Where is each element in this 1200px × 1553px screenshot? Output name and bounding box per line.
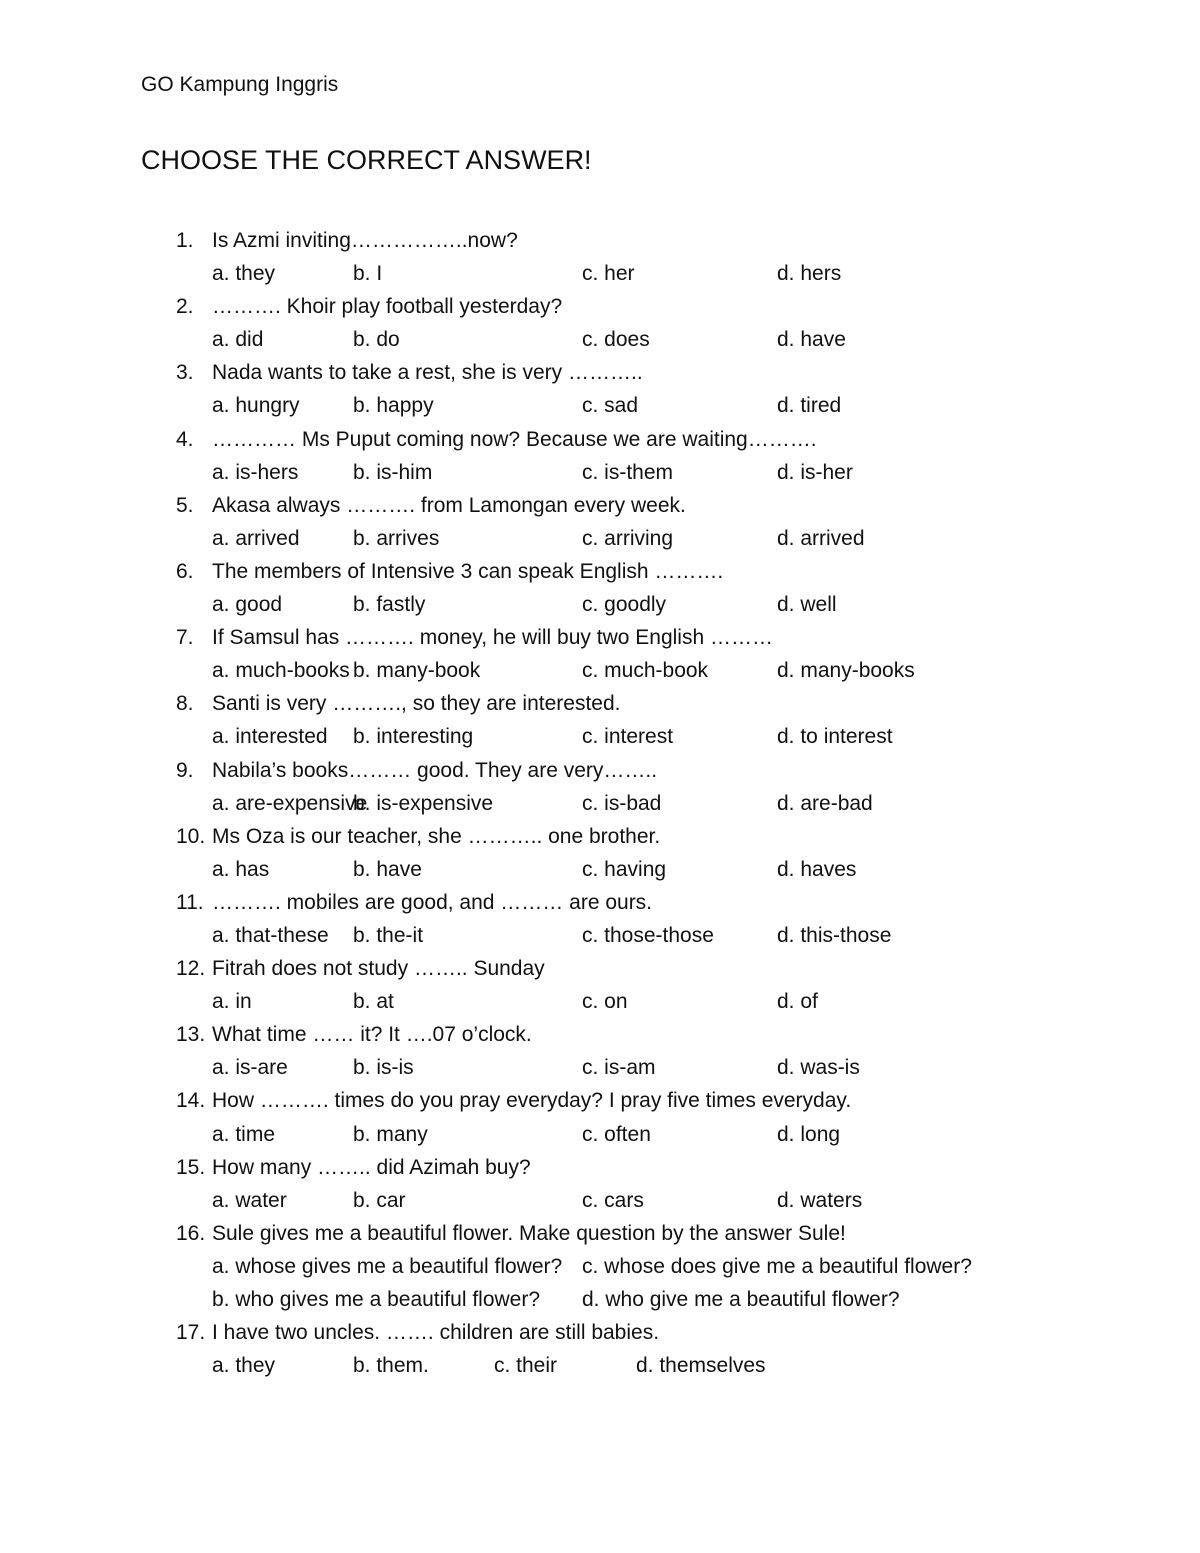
option-d: d. well xyxy=(777,593,837,617)
question-number: 3. xyxy=(176,361,194,385)
question-item xyxy=(0,224,1200,290)
option-a: a. did xyxy=(212,328,264,352)
options-line xyxy=(0,1349,1200,1382)
option-b: b. many xyxy=(353,1122,428,1146)
question-line xyxy=(0,820,1200,853)
option-a: a. they xyxy=(212,1354,276,1378)
question-item xyxy=(0,820,1200,886)
options-line xyxy=(0,1118,1200,1151)
option-c: c. often xyxy=(582,1122,651,1146)
question-text: Fitrah does not study …….. Sunday xyxy=(212,957,545,981)
option-d: d. is-her xyxy=(777,460,853,484)
question-line xyxy=(0,1151,1200,1184)
option-c: c. interest xyxy=(582,725,674,749)
option-d: d. waters xyxy=(777,1188,863,1212)
question-item xyxy=(0,356,1200,422)
option-b: b. car xyxy=(353,1188,406,1212)
option-b: b. many-book xyxy=(353,659,481,683)
question-number: 14. xyxy=(176,1089,206,1113)
option-c: c. cars xyxy=(582,1188,644,1212)
option-c: c. is-bad xyxy=(582,791,662,815)
options-line xyxy=(0,654,1200,687)
option-c: c. does xyxy=(582,328,650,352)
question-text: Nada wants to take a rest, she is very ……….. xyxy=(212,361,643,385)
question-number: 2. xyxy=(176,295,194,319)
option-c: c. is-them xyxy=(582,460,674,484)
question-line xyxy=(0,952,1200,985)
option-b: b. have xyxy=(353,857,422,881)
question-text: ………… Ms Puput coming now? Because we are waiting………. xyxy=(212,427,817,451)
option-a: a. arrived xyxy=(212,526,300,550)
option-d: d. themselves xyxy=(636,1354,766,1378)
question-line xyxy=(0,754,1200,787)
options-line xyxy=(0,720,1200,753)
question-text: Nabila’s books……… good. They are very…….. xyxy=(212,758,658,782)
question-item xyxy=(0,1151,1200,1217)
question-number: 10. xyxy=(176,824,206,848)
question-item xyxy=(0,886,1200,952)
question-item xyxy=(0,489,1200,555)
option-a: a. whose gives me a beautiful flower? xyxy=(212,1254,563,1278)
option-d: d. this-those xyxy=(777,923,892,947)
question-item xyxy=(0,1316,1200,1382)
question-number: 13. xyxy=(176,1023,206,1047)
question-number: 12. xyxy=(176,957,206,981)
question-line xyxy=(0,1217,1200,1250)
question-text: If Samsul has ………. money, he will buy two English ……… xyxy=(212,626,773,650)
option-d: d. who give me a beautiful flower? xyxy=(582,1288,900,1311)
option-a: a. good xyxy=(212,593,283,617)
question-line xyxy=(0,886,1200,919)
question-text: Akasa always ………. from Lamongan every week. xyxy=(212,493,686,517)
option-a: a. in xyxy=(212,990,252,1014)
question-item xyxy=(0,1084,1200,1150)
option-a: a. time xyxy=(212,1122,276,1146)
option-d: d. are-bad xyxy=(777,791,873,815)
question-number: 17. xyxy=(176,1321,206,1345)
option-b: b. arrives xyxy=(353,526,440,550)
question-number: 11. xyxy=(176,890,204,914)
option-b: b. happy xyxy=(353,394,434,418)
options-line xyxy=(0,389,1200,422)
option-c: c. her xyxy=(582,262,635,286)
option-a: a. they xyxy=(212,262,276,286)
question-line xyxy=(0,423,1200,456)
question-line xyxy=(0,1018,1200,1051)
question-text: How ………. times do you pray everyday? I pray five times everyday. xyxy=(212,1089,852,1113)
question-item xyxy=(0,754,1200,820)
question-number: 8. xyxy=(176,692,194,716)
question-item xyxy=(0,687,1200,753)
option-d: d. arrived xyxy=(777,526,865,550)
option-b: b. is-expensive xyxy=(353,791,494,815)
question-item xyxy=(0,621,1200,687)
question-number: 5. xyxy=(176,493,194,517)
options-line xyxy=(0,257,1200,290)
option-b: b. do xyxy=(353,328,400,352)
option-b: b. I xyxy=(353,262,383,286)
options-line xyxy=(0,787,1200,820)
option-d: d. tired xyxy=(777,394,842,418)
question-text: Is Azmi inviting……………..now? xyxy=(212,229,518,252)
options-line xyxy=(0,522,1200,555)
question-text: Sule gives me a beautiful flower. Make question by the answer Sule! xyxy=(212,1221,846,1245)
question-line xyxy=(0,555,1200,588)
option-a: a. interested xyxy=(212,725,328,749)
question-item xyxy=(0,555,1200,621)
options-line xyxy=(0,1283,1200,1316)
option-d: d. to interest xyxy=(777,725,893,749)
options-line xyxy=(0,1051,1200,1084)
option-d: d. have xyxy=(777,328,846,352)
options-line xyxy=(0,323,1200,356)
option-d: d. many-books xyxy=(777,659,915,683)
question-number: 6. xyxy=(176,559,194,583)
option-c: c. arriving xyxy=(582,526,674,550)
option-a: a. water xyxy=(212,1188,287,1212)
option-c: c. whose does give me a beautiful flower? xyxy=(582,1254,972,1278)
question-line xyxy=(0,1084,1200,1117)
question-text: Santi is very ………., so they are interested. xyxy=(212,692,621,716)
options-line xyxy=(0,1250,1200,1283)
question-line xyxy=(0,356,1200,389)
question-line xyxy=(0,290,1200,323)
option-b: b. who gives me a beautiful flower? xyxy=(212,1288,541,1311)
option-c: c. those-those xyxy=(582,923,714,947)
option-c: c. much-book xyxy=(582,659,709,683)
option-c: c. on xyxy=(582,990,628,1014)
question-item xyxy=(0,1217,1200,1316)
option-d: d. hers xyxy=(777,262,842,286)
option-a: a. is-hers xyxy=(212,460,299,484)
option-a: a. much-books xyxy=(212,659,350,683)
question-item xyxy=(0,1018,1200,1084)
option-d: d. haves xyxy=(777,857,857,881)
page-title: CHOOSE THE CORRECT ANSWER! xyxy=(141,145,592,175)
option-b: b. fastly xyxy=(353,593,426,617)
option-d: d. was-is xyxy=(777,1056,860,1080)
question-line xyxy=(0,224,1200,257)
option-b: b. is-him xyxy=(353,460,433,484)
option-c: c. is-am xyxy=(582,1056,656,1080)
question-number: 15. xyxy=(176,1155,206,1179)
options-line xyxy=(0,1184,1200,1217)
option-d: d. long xyxy=(777,1122,841,1146)
question-text: ………. Khoir play football yesterday? xyxy=(212,295,563,319)
question-number: 1. xyxy=(176,229,194,252)
question-text: How many …….. did Azimah buy? xyxy=(212,1155,531,1179)
question-item xyxy=(0,290,1200,356)
question-text: What time …… it? It ….07 o’clock. xyxy=(212,1023,532,1047)
header-text: GO Kampung Inggris xyxy=(141,73,339,96)
question-list xyxy=(0,224,1200,1382)
option-b: b. interesting xyxy=(353,725,474,749)
options-line xyxy=(0,853,1200,886)
question-item xyxy=(0,952,1200,1018)
option-b: b. them. xyxy=(353,1354,429,1378)
option-c: c. sad xyxy=(582,394,639,418)
question-line xyxy=(0,687,1200,720)
option-a: a. has xyxy=(212,857,270,881)
option-a: a. are-expensive xyxy=(212,791,368,815)
question-line xyxy=(0,621,1200,654)
question-line xyxy=(0,489,1200,522)
option-c: c. their xyxy=(494,1354,558,1378)
question-line xyxy=(0,1316,1200,1349)
option-c: c. having xyxy=(582,857,667,881)
options-line xyxy=(0,588,1200,621)
options-line xyxy=(0,456,1200,489)
question-text: ………. mobiles are good, and ……… are ours. xyxy=(212,890,653,914)
option-a: a. is-are xyxy=(212,1056,288,1080)
question-item xyxy=(0,423,1200,489)
question-text: The members of Intensive 3 can speak English ………. xyxy=(212,559,724,583)
question-number: 16. xyxy=(176,1221,206,1245)
option-b: b. the-it xyxy=(353,923,424,947)
option-c: c. goodly xyxy=(582,593,667,617)
options-line xyxy=(0,985,1200,1018)
option-d: d. of xyxy=(777,990,818,1014)
question-text: Ms Oza is our teacher, she ……….. one brother. xyxy=(212,824,661,848)
question-number: 9. xyxy=(176,758,194,782)
options-line xyxy=(0,919,1200,952)
option-a: a. hungry xyxy=(212,394,300,418)
option-b: b. is-is xyxy=(353,1056,414,1080)
option-b: b. at xyxy=(353,990,394,1014)
question-number: 7. xyxy=(176,626,194,650)
question-text: I have two uncles. ……. children are still babies. xyxy=(212,1321,660,1345)
option-a: a. that-these xyxy=(212,923,329,947)
question-number: 4. xyxy=(176,427,194,451)
